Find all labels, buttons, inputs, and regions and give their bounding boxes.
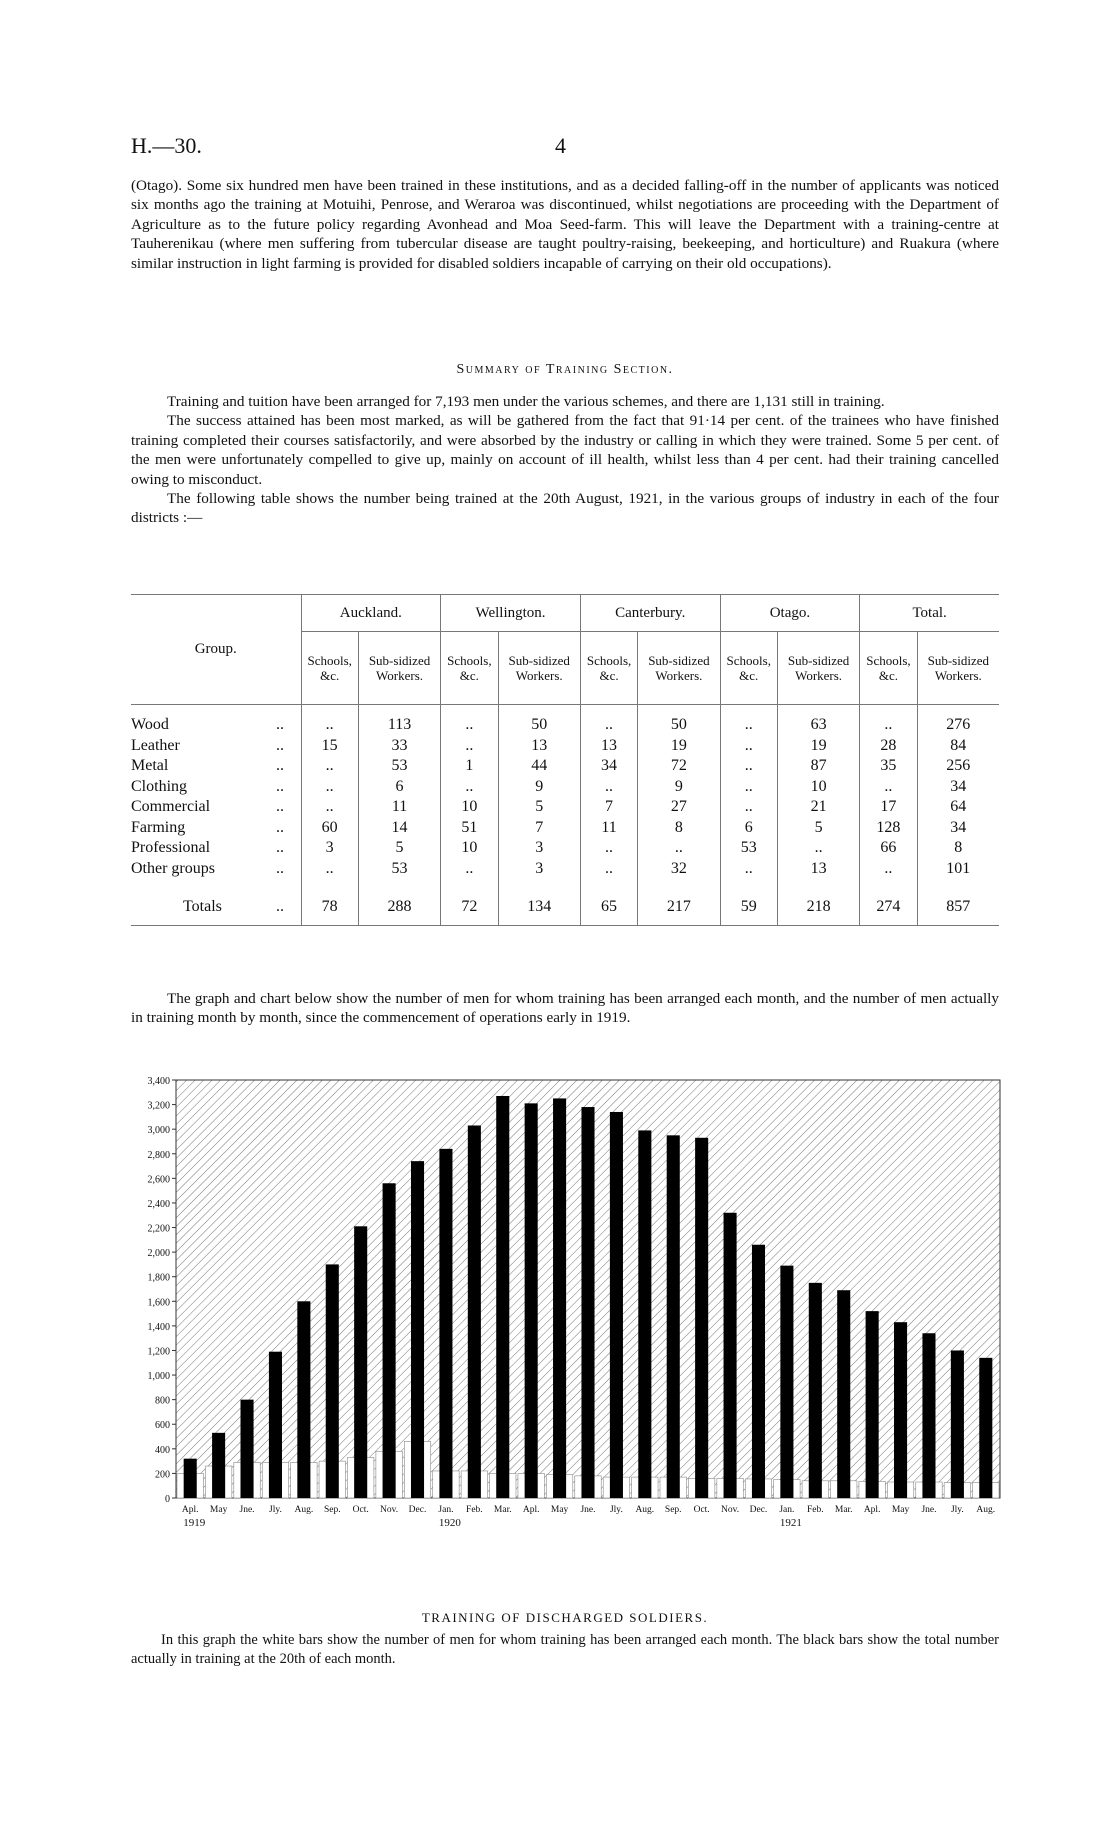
value-cell: 28 bbox=[860, 736, 917, 757]
value-cell: 19 bbox=[777, 736, 859, 757]
black-bar bbox=[297, 1301, 310, 1498]
x-tick-label: Jan. bbox=[438, 1505, 454, 1515]
y-tick-label: 0 bbox=[165, 1494, 170, 1505]
value-cell: .. bbox=[580, 859, 637, 880]
value-cell: .. bbox=[720, 715, 777, 736]
summary-paragraph-2: The success attained has been most marked, as will be gathered from the fact that 91·14 per cent. of the trainees who have finished training completed their courses satisfactorily, and were absorbed by the industry or calling in which they were trained. Some 5 per cent. of the men were unfortunately compelled to give up, mainly on account of ill health, whilst less than 4 per cent. had their training cancelled owing to misconduct. bbox=[131, 412, 999, 488]
x-tick-label: Jne. bbox=[580, 1505, 596, 1515]
value-cell: .. bbox=[720, 777, 777, 798]
table-row bbox=[131, 756, 999, 777]
black-bar bbox=[496, 1096, 509, 1498]
chart-note-text: In this graph the white bars show the number of men for whom training has been arranged each month. The black bars show the total number actually in training at the 20th of each month. bbox=[131, 1632, 999, 1667]
district-header: Auckland. bbox=[301, 595, 441, 632]
x-tick-label: Jne. bbox=[239, 1505, 255, 1515]
value-cell: 3 bbox=[498, 838, 580, 859]
value-cell: .. bbox=[441, 736, 498, 757]
value-cell: 13 bbox=[777, 859, 859, 880]
value-cell: .. bbox=[580, 715, 637, 736]
value-cell: 44 bbox=[498, 756, 580, 777]
group-label: Totals bbox=[183, 898, 222, 915]
value-cell: 113 bbox=[358, 715, 440, 736]
black-bar bbox=[581, 1107, 594, 1498]
subsidized-header: Sub-sidized Workers. bbox=[777, 632, 859, 705]
x-tick-label: Jly. bbox=[269, 1505, 282, 1515]
chart-caption: TRAINING OF DISCHARGED SOLDIERS. bbox=[421, 1610, 709, 1625]
x-tick-label: Apl. bbox=[863, 1505, 881, 1515]
group-label: Commercial bbox=[131, 798, 211, 816]
value-cell: 5 bbox=[777, 818, 859, 839]
group-cell bbox=[131, 797, 301, 818]
value-cell: .. bbox=[777, 838, 859, 859]
group-label: Farming bbox=[131, 818, 186, 836]
intro-text: (Otago). Some six hundred men have been trained in these institutions, and as a decided falling-off in the number of applicants was noticed six months ago the training at Motuihi, Penrose, and Weraroa was discontinued, whilst negotiations are proceeding with the Department of Agriculture as to the future policy regarding Avonhead and Moa Seed-farm. This will leave the Department with a training-centre at Tauherenikau (where men suffering from tubercular disease are taught poultry-raising, beekeeping, and horticulture) and Ruakura (where similar instruction in light farming is provided for disabled soldiers incapable of carrying on their old occupations). bbox=[131, 177, 999, 272]
x-tick-label: Dec. bbox=[408, 1505, 427, 1515]
black-bar bbox=[383, 1183, 396, 1498]
value-cell: 134 bbox=[498, 889, 580, 926]
x-tick-label: Sep. bbox=[323, 1505, 341, 1515]
training-chart bbox=[120, 1070, 1010, 1580]
page-number: 4 bbox=[555, 133, 566, 158]
leader-dots: .. bbox=[276, 898, 284, 915]
leader-dots: .. bbox=[276, 716, 284, 734]
x-tick-label: Apl. bbox=[181, 1505, 199, 1515]
totals-row bbox=[131, 889, 999, 926]
black-bar bbox=[922, 1333, 935, 1498]
black-bar bbox=[525, 1103, 538, 1498]
value-cell: 9 bbox=[498, 777, 580, 798]
black-bar bbox=[724, 1213, 737, 1498]
value-cell: 5 bbox=[358, 838, 440, 859]
value-cell: 101 bbox=[917, 859, 999, 880]
value-cell: 11 bbox=[580, 818, 637, 839]
value-cell: 288 bbox=[358, 889, 440, 926]
summary-paragraph-1: Training and tuition have been arranged for 7,193 men under the various schemes, and there are 1,131 still in training. bbox=[167, 393, 885, 410]
value-cell: 50 bbox=[498, 715, 580, 736]
table-row bbox=[131, 838, 999, 859]
value-cell: 15 bbox=[301, 736, 358, 757]
group-cell bbox=[131, 889, 301, 926]
value-cell: 3 bbox=[301, 838, 358, 859]
value-cell: .. bbox=[720, 736, 777, 757]
value-cell: 64 bbox=[917, 797, 999, 818]
graph-intro bbox=[131, 989, 999, 1028]
value-cell: 8 bbox=[638, 818, 720, 839]
value-cell: .. bbox=[301, 777, 358, 798]
value-cell: .. bbox=[638, 838, 720, 859]
value-cell: 276 bbox=[917, 715, 999, 736]
value-cell: 66 bbox=[860, 838, 917, 859]
black-bar bbox=[951, 1350, 964, 1498]
value-cell: 63 bbox=[777, 715, 859, 736]
x-tick-label: Sep. bbox=[664, 1505, 682, 1515]
group-header: Group. bbox=[131, 595, 301, 705]
district-header: Canterbury. bbox=[580, 595, 720, 632]
value-cell: 7 bbox=[580, 797, 637, 818]
x-tick-label: Jan. bbox=[779, 1505, 795, 1515]
black-bar bbox=[326, 1264, 339, 1498]
value-cell: 34 bbox=[580, 756, 637, 777]
value-cell: 13 bbox=[498, 736, 580, 757]
black-bar bbox=[780, 1266, 793, 1498]
value-cell: 60 bbox=[301, 818, 358, 839]
value-cell: 53 bbox=[358, 859, 440, 880]
value-cell: 274 bbox=[860, 889, 917, 926]
y-tick-label: 2,000 bbox=[147, 1248, 170, 1260]
value-cell: 33 bbox=[358, 736, 440, 757]
value-cell: 35 bbox=[860, 756, 917, 777]
value-cell: 17 bbox=[860, 797, 917, 818]
x-tick-label: Apl. bbox=[522, 1505, 540, 1515]
value-cell: .. bbox=[301, 859, 358, 880]
value-cell: 10 bbox=[777, 777, 859, 798]
value-cell: 34 bbox=[917, 777, 999, 798]
value-cell: 19 bbox=[638, 736, 720, 757]
black-bar bbox=[809, 1283, 822, 1498]
value-cell: 50 bbox=[638, 715, 720, 736]
subsidized-header: Sub-sidized Workers. bbox=[498, 632, 580, 705]
value-cell: .. bbox=[720, 797, 777, 818]
value-cell: 8 bbox=[917, 838, 999, 859]
value-cell: 218 bbox=[777, 889, 859, 926]
x-tick-label: Aug. bbox=[976, 1505, 996, 1515]
value-cell: 857 bbox=[917, 889, 999, 926]
value-cell: .. bbox=[860, 777, 917, 798]
district-header: Otago. bbox=[720, 595, 860, 632]
x-tick-label: Mar. bbox=[493, 1505, 512, 1515]
value-cell: 9 bbox=[638, 777, 720, 798]
group-label: Clothing bbox=[131, 777, 188, 795]
y-tick-label: 1,000 bbox=[147, 1371, 170, 1383]
value-cell: .. bbox=[860, 715, 917, 736]
value-cell: 6 bbox=[720, 818, 777, 839]
black-bar bbox=[411, 1161, 424, 1498]
value-cell: 51 bbox=[441, 818, 498, 839]
y-tick-label: 400 bbox=[155, 1444, 170, 1456]
intro-paragraph bbox=[131, 176, 999, 273]
x-tick-label: Mar. bbox=[834, 1505, 853, 1515]
black-bar bbox=[866, 1311, 879, 1498]
value-cell: 32 bbox=[638, 859, 720, 880]
black-bar bbox=[439, 1149, 452, 1498]
value-cell: .. bbox=[441, 777, 498, 798]
leader-dots: .. bbox=[276, 798, 284, 816]
value-cell: .. bbox=[580, 777, 637, 798]
value-cell: 59 bbox=[720, 889, 777, 926]
value-cell: 10 bbox=[441, 797, 498, 818]
training-table bbox=[131, 594, 999, 926]
group-label: Other groups bbox=[131, 859, 215, 877]
black-bar bbox=[638, 1130, 651, 1498]
value-cell: .. bbox=[860, 859, 917, 880]
black-bar bbox=[184, 1459, 197, 1498]
y-tick-label: 1,800 bbox=[147, 1272, 170, 1284]
summary-paragraph-3: The following table shows the number being trained at the 20th August, 1921, in the various groups of industry in each of the four districts :— bbox=[131, 490, 999, 527]
table-row bbox=[131, 797, 999, 818]
value-cell: 27 bbox=[638, 797, 720, 818]
x-tick-label: Oct. bbox=[352, 1505, 369, 1515]
value-cell: 13 bbox=[580, 736, 637, 757]
value-cell: 21 bbox=[777, 797, 859, 818]
x-tick-label: Dec. bbox=[749, 1505, 768, 1515]
leader-dots: .. bbox=[276, 839, 284, 857]
table-row bbox=[131, 715, 999, 736]
y-tick-label: 2,800 bbox=[147, 1149, 170, 1161]
section-title: Summary of Training Section. bbox=[456, 362, 674, 377]
schools-header: Schools, &c. bbox=[580, 632, 637, 705]
x-tick-label: Aug. bbox=[635, 1505, 655, 1515]
value-cell: .. bbox=[301, 756, 358, 777]
value-cell: 14 bbox=[358, 818, 440, 839]
x-tick-label: May bbox=[550, 1505, 569, 1515]
value-cell: 84 bbox=[917, 736, 999, 757]
group-cell bbox=[131, 715, 301, 736]
black-bar bbox=[553, 1098, 566, 1498]
y-tick-label: 1,400 bbox=[147, 1321, 170, 1333]
value-cell: 78 bbox=[301, 889, 358, 926]
group-label: Professional bbox=[131, 839, 211, 857]
value-cell: 10 bbox=[441, 838, 498, 859]
value-cell: 53 bbox=[358, 756, 440, 777]
year-label: 1920 bbox=[438, 1517, 461, 1529]
black-bar bbox=[695, 1138, 708, 1498]
value-cell: 5 bbox=[498, 797, 580, 818]
subsidized-header: Sub-sidized Workers. bbox=[638, 632, 720, 705]
leader-dots: .. bbox=[276, 777, 284, 795]
value-cell: 7 bbox=[498, 818, 580, 839]
value-cell: .. bbox=[720, 756, 777, 777]
y-tick-label: 200 bbox=[155, 1469, 170, 1481]
table-row bbox=[131, 818, 999, 839]
group-cell bbox=[131, 777, 301, 798]
x-tick-label: Feb. bbox=[466, 1505, 483, 1515]
district-header-row bbox=[131, 595, 999, 632]
black-bar bbox=[610, 1112, 623, 1498]
group-label: Leather bbox=[131, 736, 180, 754]
black-bar bbox=[212, 1433, 225, 1498]
value-cell: 11 bbox=[358, 797, 440, 818]
x-tick-label: Oct. bbox=[693, 1505, 710, 1515]
x-tick-label: Jly. bbox=[950, 1505, 964, 1515]
group-label: Metal bbox=[131, 757, 169, 775]
black-bar bbox=[837, 1290, 850, 1498]
value-cell: 72 bbox=[441, 889, 498, 926]
x-tick-label: Nov. bbox=[721, 1505, 740, 1515]
schools-header: Schools, &c. bbox=[441, 632, 498, 705]
district-header: Wellington. bbox=[441, 595, 581, 632]
black-bar bbox=[240, 1400, 253, 1498]
black-bar bbox=[269, 1352, 282, 1498]
value-cell: .. bbox=[441, 715, 498, 736]
table-row bbox=[131, 736, 999, 757]
subsidized-header: Sub-sidized Workers. bbox=[917, 632, 999, 705]
year-label: 1919 bbox=[183, 1517, 206, 1529]
schools-header: Schools, &c. bbox=[860, 632, 917, 705]
subsidized-header: Sub-sidized Workers. bbox=[358, 632, 440, 705]
schools-header: Schools, &c. bbox=[720, 632, 777, 705]
schools-header: Schools, &c. bbox=[301, 632, 358, 705]
value-cell: 34 bbox=[917, 818, 999, 839]
table-row bbox=[131, 859, 999, 880]
y-tick-label: 3,200 bbox=[147, 1100, 170, 1112]
group-cell bbox=[131, 756, 301, 777]
chart-svg bbox=[120, 1070, 1010, 1580]
value-cell: .. bbox=[441, 859, 498, 880]
x-tick-label: May bbox=[209, 1505, 228, 1515]
value-cell: 87 bbox=[777, 756, 859, 777]
summary-paragraphs bbox=[131, 392, 999, 528]
value-cell: 3 bbox=[498, 859, 580, 880]
value-cell: 217 bbox=[638, 889, 720, 926]
x-tick-label: Aug. bbox=[294, 1505, 314, 1515]
y-tick-label: 600 bbox=[155, 1420, 170, 1432]
black-bar bbox=[667, 1135, 680, 1498]
black-bar bbox=[752, 1245, 765, 1498]
y-tick-label: 2,200 bbox=[147, 1223, 170, 1235]
black-bar bbox=[468, 1125, 481, 1498]
x-tick-label: Nov. bbox=[380, 1505, 399, 1515]
value-cell: .. bbox=[301, 715, 358, 736]
group-cell bbox=[131, 859, 301, 880]
x-tick-label: Jly. bbox=[609, 1505, 623, 1515]
value-cell: 128 bbox=[860, 818, 917, 839]
value-cell: 65 bbox=[580, 889, 637, 926]
value-cell: .. bbox=[720, 859, 777, 880]
black-bar bbox=[979, 1358, 992, 1498]
value-cell: 256 bbox=[917, 756, 999, 777]
value-cell: .. bbox=[580, 838, 637, 859]
y-tick-label: 800 bbox=[155, 1395, 170, 1407]
graph-intro-text: The graph and chart below show the number of men for whom training has been arranged each month, and the number of men actually in training month by month, since the commencement of operations early in 1919. bbox=[131, 990, 999, 1027]
value-cell: 72 bbox=[638, 756, 720, 777]
page-reference: H.—30. bbox=[131, 133, 202, 158]
group-cell bbox=[131, 818, 301, 839]
value-cell: .. bbox=[301, 797, 358, 818]
leader-dots: .. bbox=[276, 859, 284, 877]
leader-dots: .. bbox=[276, 818, 284, 836]
x-tick-label: May bbox=[891, 1505, 910, 1515]
x-tick-label: Feb. bbox=[806, 1505, 824, 1515]
leader-dots: .. bbox=[276, 736, 284, 754]
group-label: Wood bbox=[131, 716, 169, 734]
value-cell: 6 bbox=[358, 777, 440, 798]
chart-note bbox=[131, 1631, 999, 1669]
leader-dots: .. bbox=[276, 757, 284, 775]
group-cell bbox=[131, 838, 301, 859]
y-tick-label: 3,000 bbox=[147, 1125, 170, 1137]
value-cell: 53 bbox=[720, 838, 777, 859]
table-row bbox=[131, 777, 999, 798]
year-label: 1921 bbox=[779, 1517, 802, 1529]
black-bar bbox=[354, 1226, 367, 1498]
y-tick-label: 2,600 bbox=[147, 1174, 170, 1186]
x-tick-label: Jne. bbox=[921, 1505, 937, 1515]
y-tick-label: 1,200 bbox=[147, 1346, 170, 1358]
group-cell bbox=[131, 736, 301, 757]
value-cell: 1 bbox=[441, 756, 498, 777]
black-bar bbox=[894, 1322, 907, 1498]
district-header: Total. bbox=[860, 595, 999, 632]
y-tick-label: 3,400 bbox=[147, 1076, 170, 1087]
y-tick-label: 2,400 bbox=[147, 1198, 170, 1210]
y-tick-label: 1,600 bbox=[147, 1297, 170, 1309]
